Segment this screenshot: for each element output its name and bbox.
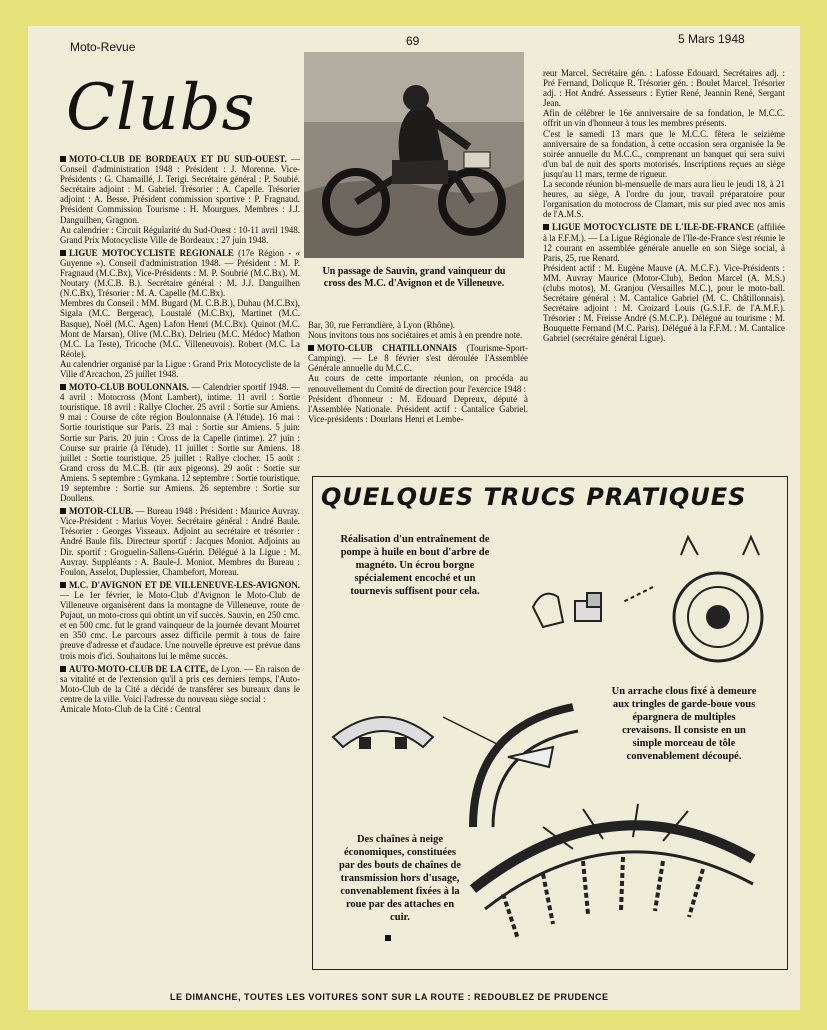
magazine-page [28,26,800,1010]
article-chatillonnais: MOTO-CLUB CHATILLONNAIS (Tourisme-Sport-Camping). — Le 8 février s'est déroulée l'Assemblée Générale annuelle du M.C.C. Au cours de cette importante réunion, on procéda au renouvellement du Comité de direction pour l'exercice 1948 : Président d'honneur : M. Edouard Depreux, député à l'Assemblée Nationale. Président actif : Cantalice Gabriel. Vice-présidents : Dourlans Henri et Lembe- [308,343,528,424]
trucs-title: QUELQUES TRUCS PRATIQUES [321,483,747,511]
pump-drive-illustration [513,527,778,677]
photo-caption: Un passage de Sauvin, grand vainqueur du cross des M.C. d'Avignon et de Villeneuve. [322,266,506,289]
article-ligue-guyenne: LIGUE MOTOCYCLISTE REGIONALE (17e Région - « Guyenne »). Conseil d'administration 1948. — Président : M. P. Fragnaud (M.C.Bx), Vice-Présidents : M. P. Soubrié (M.C.Bx). M. Noutary (M.C.B. B.). Secrétaire général : M. J.J. Danguilhen (N.C.Bx), Trésorier : M. A. Capelle (M.C.Bx). Membres du Conseil : MM. Bugard (M. C.B.B.), Duhau (M.C.Bx), Sigala (M.C. Bergerac), Loustalé (M.C.Bx), Martinet (M.C. Basque), Noël (M.C. Agen) Lafon Henri (M.C.Bx). Quinot (M.C. Mont de Marsan), Olive (M.C.Bx). Delrieu (M.C. Médoc) Mathon (M.C. La Teste), Tricoche (M.C. Villeneuvois). Robert (M.C. La Réole). Au calendrier organisé par la Ligue : Grand Prix Motocycliste de la Ville d'Arcachon, 25 juillet 1948. [60,247,300,379]
footer-slogan: LE DIMANCHE, TOUTES LES VOITURES SONT SUR LA ROUTE : REDOUBLEZ DE PRUDENCE [170,992,609,1002]
article-avignon: M.C. D'AVIGNON ET DE VILLENEUVE-LES-AVIGNON. — Le 1er février, le Moto-Club d'Avignon le Moto-Club de Villeneuve organisèrent dans la montagne de Villeneuve, route de Pujaut, un moto-cross qui obtint un vif succès. Sauvin, en 250 cmc. et en 500 cmc. fut le grand vainqueur de la journée devant Mourret en 350 cmc. Le parcours assez difficile permit à tous de faire preuve d'adresse et d'audace. Une nouvelle épreuve est prévue dans trois mois d'ici. Souhaitons lui le même succès. [60,579,300,661]
bullet-icon [385,935,391,941]
tip-pompe-huile: Réalisation d'un entraînement de pompe à huile en bout d'arbre de magnéto. Un écrou borgne spécialement encoché et un tournevis suffisent pour cela. [340,534,490,597]
magazine-name: Moto-Revue [70,40,136,54]
bullet-icon [60,156,66,162]
page-number: 69 [406,34,420,48]
article-lyon-cite: AUTO-MOTO-CLUB DE LA CITE, de Lyon. — En raison de sa vitalité et de l'extension qu'il a pris ces derniers temps, l'Auto-Moto-Club de la Cité a décidé de transférer ses bureaux dans le centre de la ville. Voici l'adresse du nouveau siège social : Amicale Moto-Club de la Cité : Central [60,663,300,714]
tip-arrache-clous: Un arrache clous fixé à demeure aux tringles de garde-boue vous épargnera de multiples crevaisons. Il consiste en un simple morceau de tôle convenablement découpé. [611,686,757,762]
column-1 [60,154,300,717]
clubs-title: Clubs [66,71,256,145]
article-motor-club: MOTOR-CLUB. — Bureau 1948 : Président : Maurice Auvray. Vice-Président : Marius Voyer. Secrétaire général : André Baule. Trésorier : Georges Visseaux. Adjoint au secrétaire et trésorier : André Baule fils. Directeur sportif : Jacques Moniot. Adjoints au Dir. sportif : Groguelin-Sallens-Guérin. Délégué à la Ligue : M. Auvray. Suppléants : A. Baule-J. Moniot. Membres du Bureau : Foulon, Asselot, Duplessier, Chambefort, Moreau. [60,506,300,577]
column-2 [308,320,528,427]
race-photo [304,52,524,258]
bullet-icon [60,582,66,588]
trucs-pratiques-box [312,476,788,970]
article-bordeaux: MOTO-CLUB DE BORDEAUX ET DU SUD-OUEST. — Conseil d'administration 1948 : Président : J. Morenne. Vice-Présidents : G. Chamaillé, J. Terigi. Secrétaire général : P. Soubié. Secrétaire adjoint : M. Gabriel. Trésorier : A. Capelle. Trésorier adjoint : A. Besse. Président commission sportive : P. Fragnaud. Président Commission Tourisme : H. Mourgues. Membres : J.J. Danguilhen, Gragnon. Au calendrier : Circuit Régularité du Sud-Ouest : 10-11 avril 1948. Grand Prix Motocycliste Ville de Bordeaux : 27 juin 1948. [60,154,300,245]
continuation-mcc: reur Marcel. Secrétaire gén. : Lafosse Edouard. Secrétaires adj. : Pré Fernand, Dolicque R. Trésorier gén. : Boulet Marcel. Trésorier adj. : Hot André. Assesseurs : Eytier René, Jeannin René, Sergant Jean. Afin de célébrer le 16e anniversaire de sa fondation, le M.C.C. offrit un vin d'honneur à tous les membres présents. C'est le samedi 13 mars que le M.C.C. fêtera le seizième anniversaire de sa fondation, à cette occasion sera organisée la 9e soirée annuelle du M.C.C., comprenant un banquet qui sera suivi d'un bal de nuit des sports motorisés. Inscriptions reçues au siège jusqu'au 11 mars, terme de rigueur. La seconde réunion bi-mensuelle de mars aura lieu le jeudi 18, à 21 heures, au siège, A l'ordre du jour, travail préparatoire pour l'organisation du motocross de Clamart, mis sur pied avec nos amis de l'A.M.S. [543,68,785,220]
continuation-lyon: Bar, 30, rue Ferrandière, à Lyon (Rhône). Nous invitons tous nos sociétaires et amis à en prendre note. [308,320,523,341]
bullet-icon [543,224,549,230]
bullet-icon [308,345,314,351]
bullet-icon [60,384,66,390]
bullet-icon [60,666,66,672]
motorcycle-photo-illustration [304,52,524,258]
bullet-icon [60,508,66,514]
snow-chain-illustration [463,799,763,949]
column-3 [543,68,785,347]
bullet-icon [60,250,66,256]
article-ligue-idf: LIGUE MOTOCYCLISTE DE L'ILE-DE-FRANCE (affiliée à la F.F.M.). — La Ligue Régionale de l'Ile-de-France s'est réunie le 12 courant en assemblée générale anuelle en son Siège social, à Paris, 25, rue Renard. Président actif : M. Eugène Mauve (A. M.C.F.). Vice-Présidents : MM. Auvray Maurice (Motor-Club), Bedon Marcel (A. M.S.) (clubs motos), M. Granjou (Versailles M.C.), pour le moto-ball. Secrétaire général : M. Cantalice Gabriel (M. C. Châtillonnais). Secrétaire adjoint : M. Croizard Louis (G.S.I.F. de l'A.M.F.). Trésorier : M. Freisse André (S.M.C.P.). Délégué au tourisme : M. Bouquette Fernand (M.C. Paris). Délégué à la F.F.M. : M. Cantalice Gabriel (secrétaire général Ligue). [543,222,785,344]
issue-date: 5 Mars 1948 [678,32,745,46]
tip-chaines-neige: Des chaînes à neige économiques, constituées par des bouts de chaînes de transmission hors d'usage, convenablement fixées à la roue par des attaches en cuir. [338,834,462,923]
article-boulonnais: MOTO-CLUB BOULONNAIS. — Calendrier sportif 1948. — 4 avril : Motocross (Mont Lambert), intime. 11 avril : Sortie touristique. 18 avril : Rallye Clocher. 25 avril : Sortie sur Amiens. 9 mai : Course de côte région Boulonnaise (A l'étude). 16 mai : Sortie touristique sur Paris. 23 mai : Sortie sur Amiens. 5 juin: Sortie sur Paris. 20 juin : Cross de la Capelle (intime). 27 juin : Course sur prairie (à l'étude). 11 juillet : Sortie sur Amiens. 18 juillet : Sortie touristique. 25 juillet : Rallye clocher. 15 août : Grand cross du M.C.B. (tir aux pigeons). 29 août : Sortie sur Amiens. 5 septembre : Gymkana. 12 septembre : Sortie touristique. 19 septembre : Sortie sur Amiens. 26 septembre : Sortie sur Doullens. [60,382,300,504]
